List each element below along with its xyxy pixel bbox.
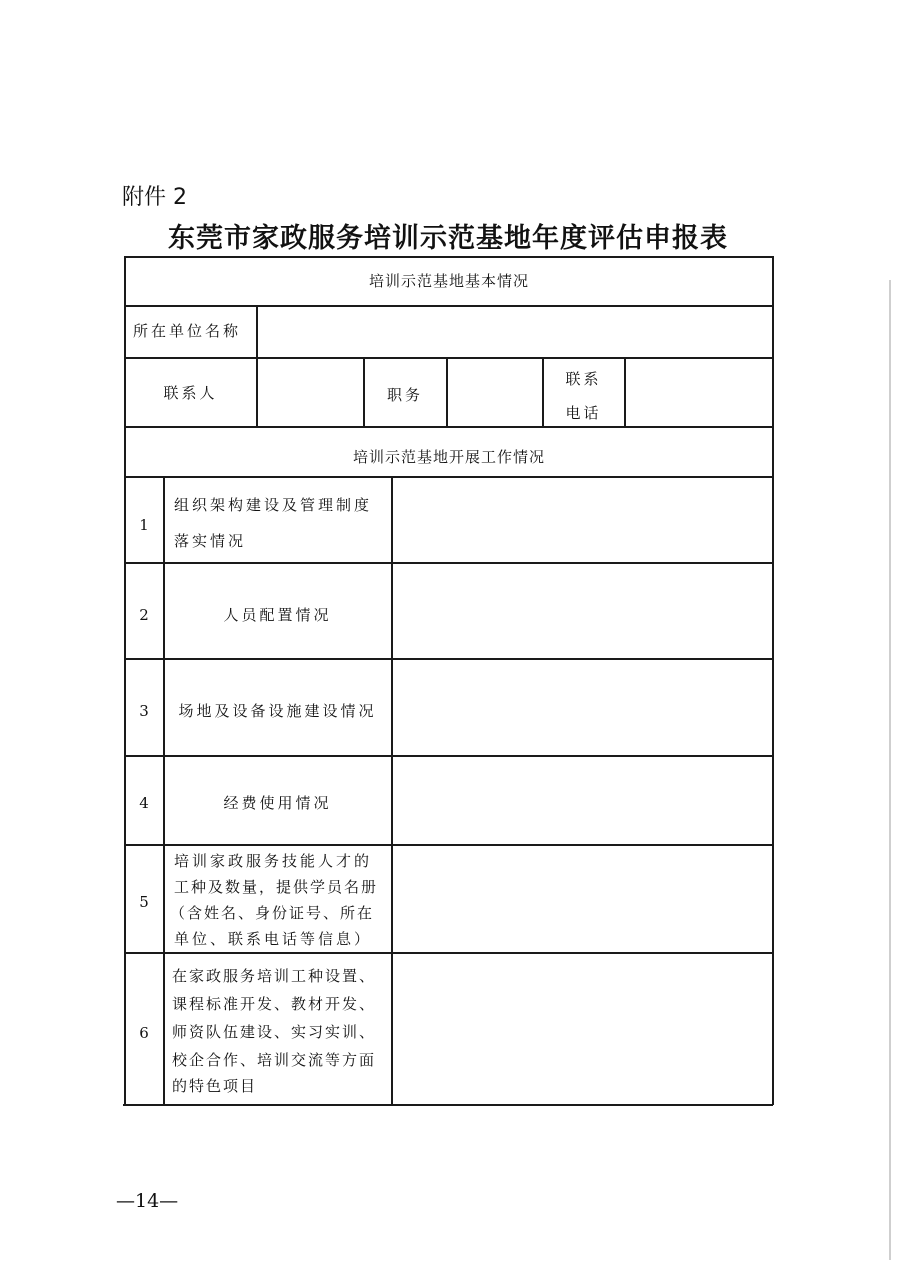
row-item-text: 在家政服务培训工种设置、	[172, 967, 377, 985]
table-rule	[123, 1104, 773, 1106]
contact-field[interactable]	[258, 359, 362, 425]
row-5-content-field[interactable]	[393, 846, 771, 951]
scan-edge-line	[889, 280, 891, 1260]
page-title: 东莞市家政服务培训示范基地年度评估申报表	[168, 223, 728, 254]
table-rule	[124, 426, 774, 428]
row-number: 3	[139, 702, 149, 720]
page-number: —14—	[116, 1190, 179, 1212]
unit-name-label: 所在单位名称	[133, 322, 242, 340]
row-item-text: （含姓名、身份证号、所在	[170, 904, 375, 922]
attachment-label: 附件 2	[122, 185, 187, 210]
row-4-content-field[interactable]	[393, 757, 771, 843]
row-item-text: 经费使用情况	[223, 794, 332, 812]
row-2-content-field[interactable]	[393, 564, 771, 657]
row-1-content-field[interactable]	[393, 478, 771, 561]
row-number: 1	[139, 516, 149, 534]
table-border-right	[772, 256, 774, 1105]
row-3-content-field[interactable]	[393, 660, 771, 754]
row-item-text: 人员配置情况	[223, 606, 332, 624]
unit-name-field[interactable]	[258, 307, 771, 356]
row-item-text: 落实情况	[174, 532, 247, 550]
position-field[interactable]	[448, 359, 541, 425]
phone-label-line1: 联系	[565, 370, 602, 388]
position-label: 职务	[386, 386, 423, 404]
row-item-text: 的特色项目	[172, 1077, 258, 1095]
basic-section-title: 培训示范基地基本情况	[368, 272, 529, 290]
row-item-text: 师资队伍建设、实习实训、	[172, 1023, 377, 1041]
row-6-content-field[interactable]	[393, 954, 771, 1103]
row-number: 6	[139, 1024, 149, 1042]
row-item-text: 单位、联系电话等信息）	[174, 930, 373, 948]
table-rule	[124, 256, 774, 258]
row-item-text: 校企合作、培训交流等方面	[172, 1051, 377, 1069]
row-number: 4	[139, 794, 149, 812]
row-item-text: 工种及数量，提供学员名册	[174, 878, 379, 896]
phone-field[interactable]	[626, 359, 771, 425]
row-item-text: 组织架构建设及管理制度	[174, 496, 373, 514]
row-number: 2	[139, 606, 149, 624]
row-item-text: 培训家政服务技能人才的	[174, 852, 373, 870]
phone-label-line2: 电话	[565, 404, 602, 422]
contact-label: 联系人	[163, 384, 218, 402]
row-number: 5	[139, 893, 149, 911]
row-item-text: 课程标准开发、教材开发、	[172, 995, 377, 1013]
row-item-text: 场地及设备设施建设情况	[178, 702, 377, 720]
work-section-title: 培训示范基地开展工作情况	[352, 448, 545, 466]
